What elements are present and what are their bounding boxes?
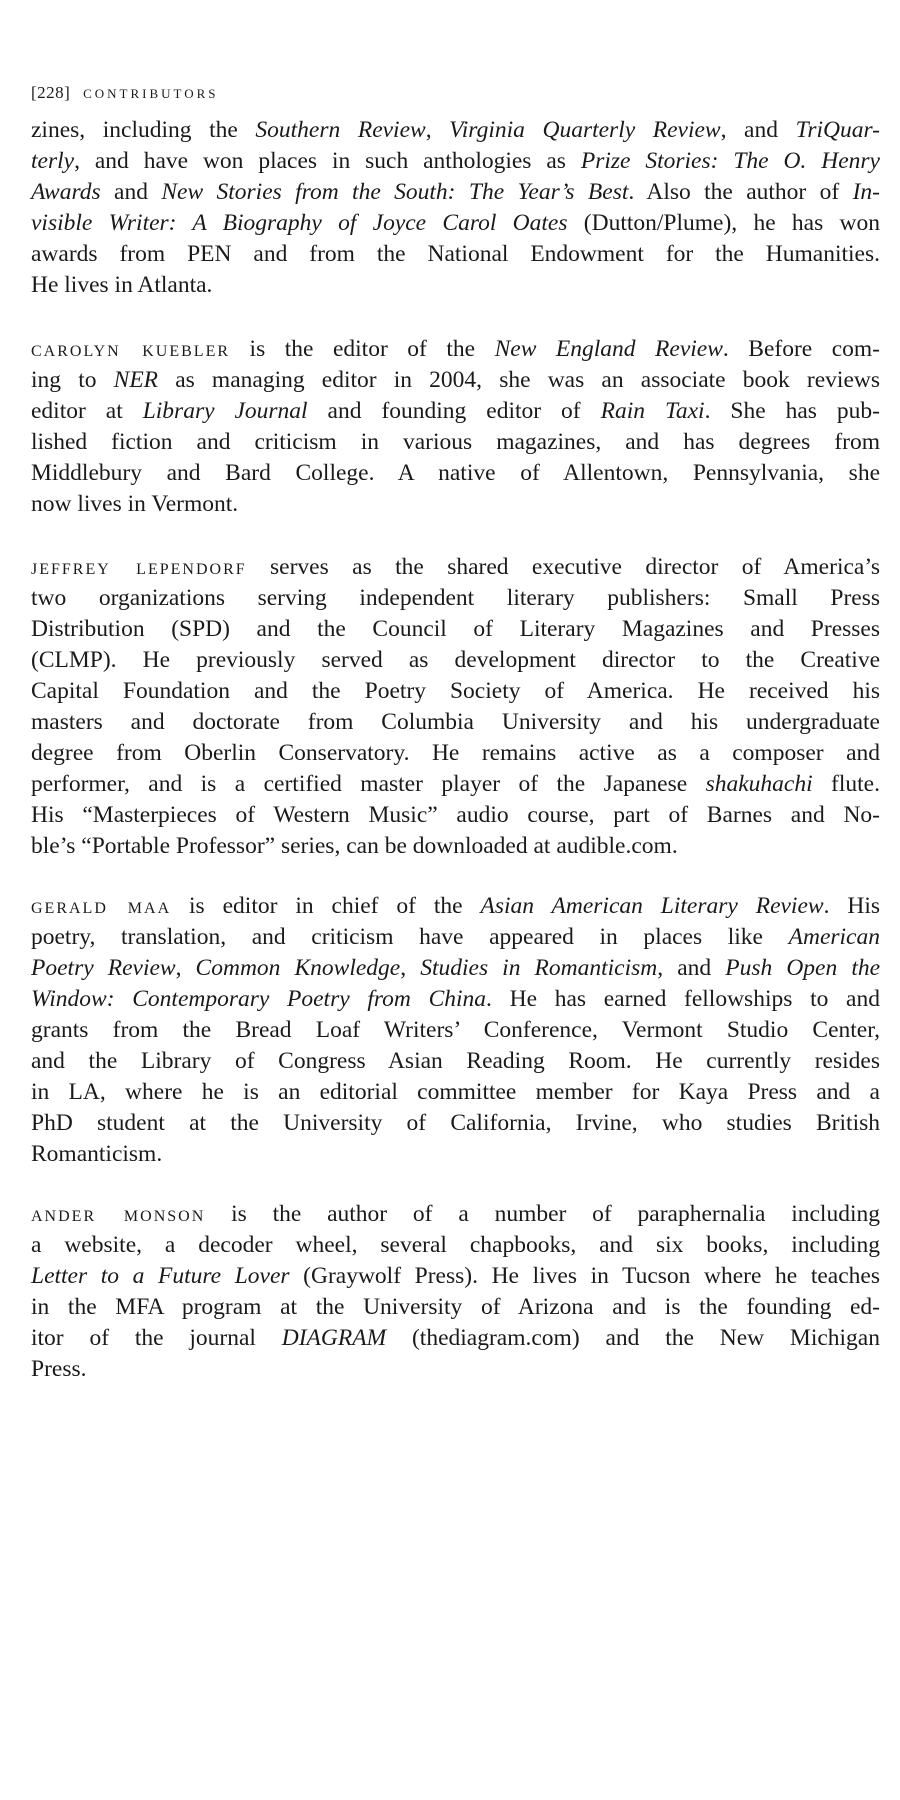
text-line [31, 707, 880, 738]
text-line [31, 738, 880, 769]
text-line [31, 800, 880, 831]
body-text: flute. [812, 771, 880, 797]
italic-title: TriQuar- [795, 117, 880, 143]
body-text: editor at [31, 398, 143, 424]
text-line [31, 1261, 880, 1292]
body-text: lished fiction and criticism in various magazines, and has degrees from [31, 429, 880, 455]
body-text: Press. [31, 1356, 87, 1382]
body-text: and founding editor of [307, 398, 601, 424]
italic-title: American [788, 924, 880, 950]
contributor-bio-carolyn-kuebler [31, 334, 880, 520]
body-text: . He has earned fellowships to and [486, 986, 880, 1012]
text-line [31, 645, 880, 676]
text-line [31, 769, 880, 800]
italic-title: terly [31, 148, 75, 174]
text-line [31, 489, 880, 520]
body-text: . Also the author of [628, 179, 853, 205]
body-text: , and [720, 117, 796, 143]
body-text: He lives in Atlanta. [31, 272, 213, 298]
contributor-bio-ander-monson [31, 1199, 880, 1385]
body-text: , [400, 955, 421, 981]
body-text: as managing editor in 2004, she was an associate book reviews [158, 367, 880, 393]
body-text: zines, including the [31, 117, 256, 143]
body-text: performer, and is a certified master player of the Japanese [31, 771, 706, 797]
italic-title: Rain Taxi [600, 398, 705, 424]
text-line [31, 458, 880, 489]
body-text: grants from the Bread Loaf Writers’ Conference, Vermont Studio Center, [31, 1017, 880, 1043]
body-text: and [100, 179, 162, 205]
italic-title: Awards [31, 179, 101, 205]
body-text: , [175, 955, 196, 981]
body-text: ing to [31, 367, 114, 393]
body-text: a website, a decoder wheel, several chapbooks, and six books, including [31, 1232, 880, 1258]
italic-title: visible Writer: A Biography of Joyce Carol Oates [31, 210, 568, 236]
body-text: masters and doctorate from Columbia University and his undergraduate [31, 709, 880, 735]
body-text: in the MFA program at the University of Arizona and is the founding ed- [31, 1294, 880, 1320]
body-text: His “Masterpieces of Western Music” audio course, part of Barnes and No- [31, 802, 880, 828]
text-line [31, 583, 880, 614]
italic-title: Virginia Quarterly Review [449, 117, 721, 143]
text-line [31, 1292, 880, 1323]
body-text: PhD student at the University of California, Irvine, who studies British [31, 1110, 880, 1136]
text-line [31, 146, 880, 177]
italic-title: Studies in Romanticism [420, 955, 658, 981]
body-text: is editor in chief of the [171, 893, 481, 919]
body-text: degree from Oberlin Conservatory. He remains active as a composer and [31, 740, 880, 766]
text-line [31, 1046, 880, 1077]
body-text: Romanticism. [31, 1141, 163, 1167]
text-line [31, 891, 880, 922]
text-line [31, 365, 880, 396]
body-text: serves as the shared executive director of America’s [246, 554, 881, 580]
body-text: poetry, translation, and criticism have appeared in places like [31, 924, 789, 950]
italic-title: Asian American Literary Review [480, 893, 824, 919]
italic-title: Push Open the [725, 955, 881, 981]
text-line [31, 208, 880, 239]
italic-title: Common Knowledge [195, 955, 401, 981]
italic-title: Library Journal [142, 398, 308, 424]
body-text: (thediagram.com) and the New Michigan [386, 1325, 880, 1351]
text-line [31, 115, 880, 146]
text-line [31, 1139, 880, 1170]
body-text: . Before com- [722, 336, 881, 362]
contributor-name: jeffrey lependorf [31, 554, 247, 580]
italic-title: In- [852, 179, 880, 205]
contributor-name: gerald maa [31, 893, 172, 919]
section-title: contributors [83, 82, 219, 103]
body-text: , [425, 117, 450, 143]
text-line [31, 953, 880, 984]
italic-title: NER [113, 367, 159, 393]
text-line [31, 1199, 880, 1230]
body-text: itor of the journal [31, 1325, 282, 1351]
contributor-name: ander monson [31, 1201, 206, 1227]
italic-title: Prize Stories: The O. Henry [580, 148, 880, 174]
body-text: (Dutton/Plume), he has won [567, 210, 880, 236]
text-line [31, 614, 880, 645]
italic-title: New England Review [494, 336, 723, 362]
contributor-name: carolyn kuebler [31, 336, 231, 362]
text-line [31, 396, 880, 427]
body-text: , and have won places in such anthologies as [74, 148, 581, 174]
contributor-bio-continued [31, 115, 880, 301]
text-line [31, 427, 880, 458]
text-line [31, 831, 880, 862]
body-text: is the author of a number of paraphernalia including [205, 1201, 880, 1227]
body-text: (Graywolf Press). He lives in Tucson where he teaches [289, 1263, 880, 1289]
text-line [31, 984, 880, 1015]
body-text: ble’s “Portable Professor” series, can be downloaded at audible.com. [31, 833, 678, 859]
text-line [31, 552, 880, 583]
italic-title: DIAGRAM [281, 1325, 387, 1351]
text-line [31, 270, 880, 301]
contributor-bio-gerald-maa [31, 891, 880, 1170]
text-line [31, 177, 880, 208]
italic-title: Southern Review [255, 117, 426, 143]
body-text: is the editor of the [230, 336, 495, 362]
text-line [31, 1354, 880, 1385]
contributor-bio-jeffrey-lependorf [31, 552, 880, 862]
body-text: and the Library of Congress Asian Reading Room. He currently resides [31, 1048, 880, 1074]
running-header [31, 82, 219, 104]
text-line [31, 676, 880, 707]
body-text: . She has pub- [704, 398, 880, 424]
text-line [31, 1077, 880, 1108]
italic-title: shakuhachi [705, 771, 813, 797]
body-text: Distribution (SPD) and the Council of Literary Magazines and Presses [31, 616, 880, 642]
body-text: now lives in Vermont. [31, 491, 239, 517]
body-text: , and [657, 955, 726, 981]
page-number: [228] [31, 83, 71, 102]
body-text: awards from PEN and from the National Endowment for the Humanities. [31, 241, 880, 267]
text-line [31, 1323, 880, 1354]
body-text: two organizations serving independent literary publishers: Small Press [31, 585, 880, 611]
body-text: in LA, where he is an editorial committee member for Kaya Press and a [31, 1079, 880, 1105]
body-text: Middlebury and Bard College. A native of Allentown, Pennsylvania, she [31, 460, 880, 486]
body-text: (CLMP). He previously served as development director to the Creative [31, 647, 880, 673]
text-line [31, 922, 880, 953]
italic-title: New Stories from the South: The Year’s Best [161, 179, 629, 205]
body-text: . His [823, 893, 880, 919]
italic-title: Letter to a Future Lover [31, 1263, 290, 1289]
body-text: Capital Foundation and the Poetry Society of America. He received his [31, 678, 880, 704]
italic-title: Window: Contemporary Poetry from China [31, 986, 487, 1012]
italic-title: Poetry Review [31, 955, 176, 981]
text-line [31, 239, 880, 270]
text-line [31, 334, 880, 365]
text-line [31, 1015, 880, 1046]
text-line [31, 1108, 880, 1139]
text-line [31, 1230, 880, 1261]
